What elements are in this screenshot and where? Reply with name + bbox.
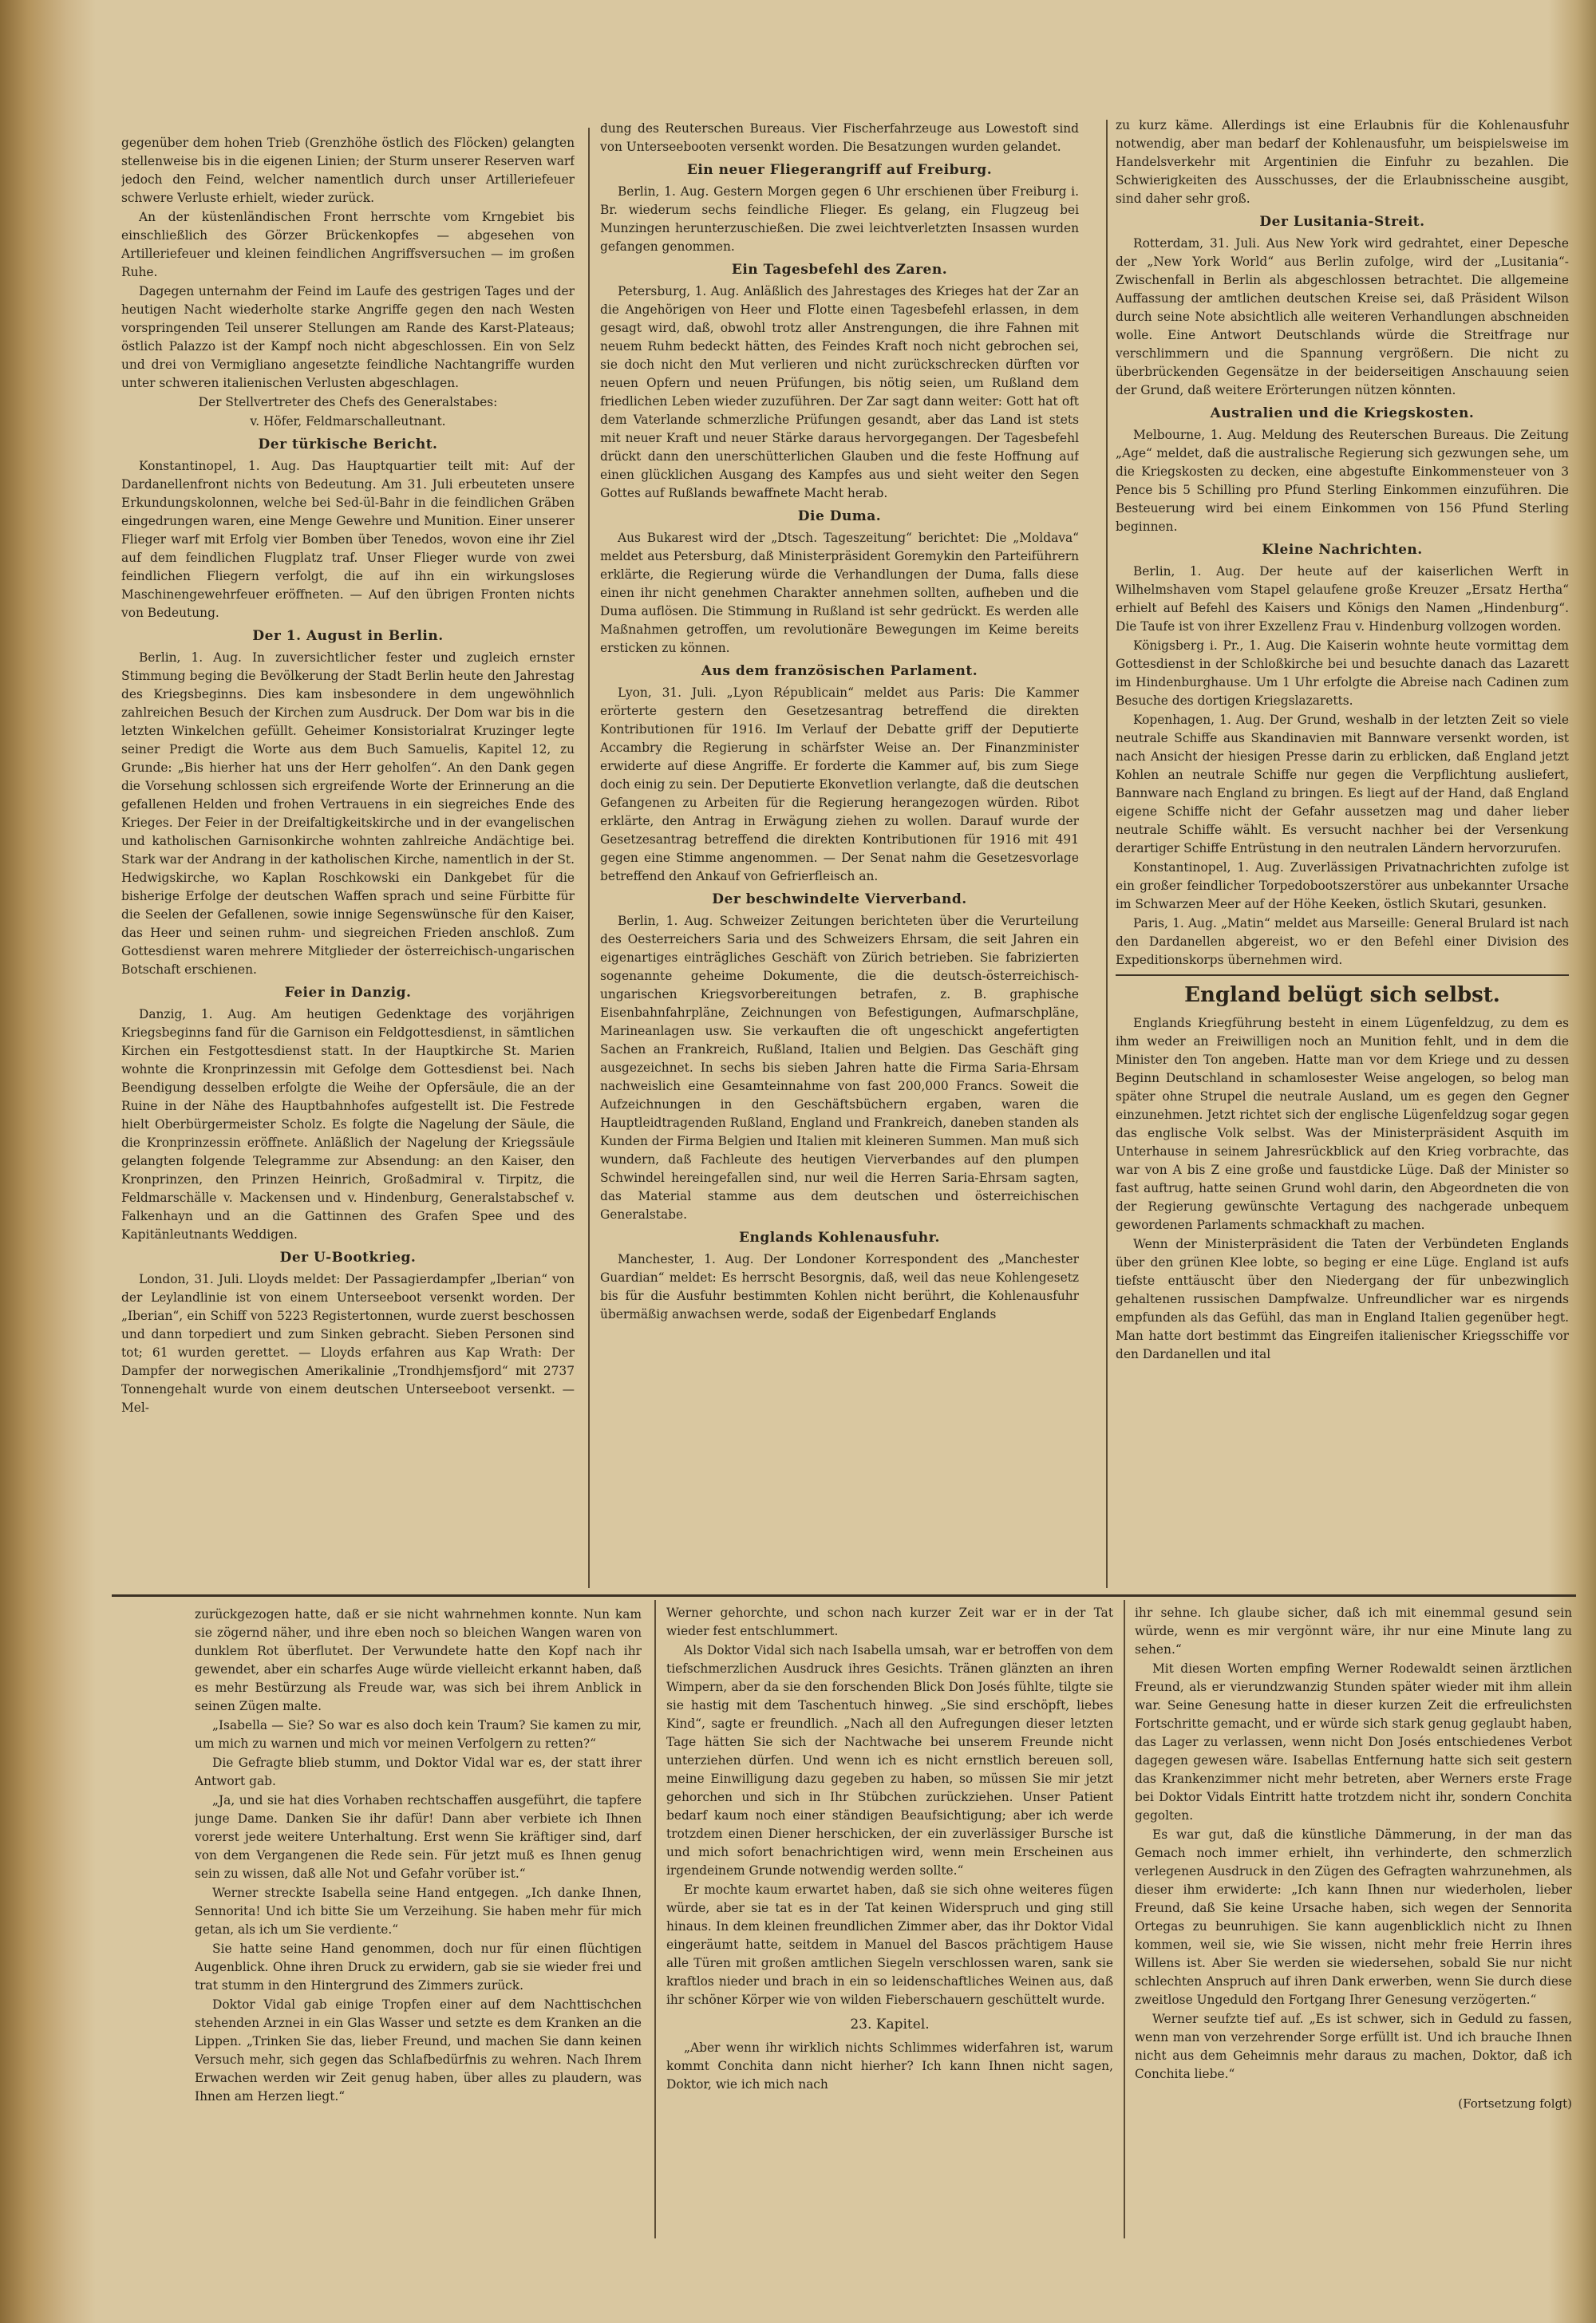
paragraph: Dagegen unternahm der Feind im Laufe des gestrigen Tages und der heutigen Nacht wiederholte starke Angriffe gegen den nach Westen vorspringenden Teil unserer Stellungen am Rande des Karst-Plateaus; östlich Palazzo ist der Kampf noch nicht abgeschlossen. Ein von Selz und drei von Vermigliano angesetzte feindliche Nachtangriffe wurden unter schweren italienischen Verlusten abgeschlagen.	[121, 284, 575, 390]
paragraph: Aus Bukarest wird der „Dtsch. Tageszeitung“ berichtet: Die „Moldava“ meldet aus Petersburg, daß Ministerpräsident Goremykin den Parteiführern erklärte, die Regierung würde die Verhandlungen der Duma, falls diese einen ihr nicht genehmen Charakter annehmen sollten, aufheben und die Duma auflösen. Die Stimmung in Rußland ist sehr gedrückt. Es werden alle Maßnahmen getroffen, um revolutionäre Bewegungen im Keime bereits ersticken zu können.	[600, 531, 1079, 655]
paragraph: Berlin, 1. Aug. Gestern Morgen gegen 6 Uhr erschienen über Freiburg i. Br. wiederum sechs feindliche Flieger. Es gelang, ein Flugzeug bei Munzingen herunterzuschießen. Die zwei leichtverletzten Insassen wurden gefangen genommen.	[600, 184, 1079, 254]
article-heading: Ein Tagesbefehl des Zaren.	[731, 262, 948, 278]
chapter-heading: 23. Kapitel.	[850, 2017, 930, 2033]
paragraph: An der küstenländischen Front herrschte vom Krngebiet bis einschließlich des Görzer Brückenkopfes — abgesehen von Artilleriefeuer und kleinen feindlichen Angriffsversuchen — im großen Ruhe.	[121, 210, 575, 279]
novel-column-3	[1135, 1604, 1572, 2242]
paragraph: Berlin, 1. Aug. Der heute auf der kaiserlichen Werft in Wilhelmshaven vom Stapel gelaufene große Kreuzer „Ersatz Hertha“ erhielt auf Befehl des Kaisers und Königs den Namen „Hindenburg“. Die Taufe ist von ihrer Exzellenz Frau v. Hindenburg vollzogen worden.	[1116, 564, 1569, 634]
paragraph: Berlin, 1. Aug. Schweizer Zeitungen berichteten über die Verurteilung des Oesterreichers Saria und des Schweizers Ehrsam, die seit Jahren ein eigenartiges einträgliches Geschäft von Zürich betrieben. Sie fabrizierten sogenannte geheime Dokumente, die die deutsch-österreichisch-ungarischen Kriegsvorbereitungen betrafen, z. B. graphische Eisenbahnfahrpläne, Zeichnungen von Befestigungen, Aufmarschpläne, Marineanlagen usw. Sie verkauften die oft ungeschickt angefertigten Sachen an Frankreich, Rußland, Italien und Belgien. Das Geschäft ging ausgezeichnet. In sechs bis sieben Jahren hatte die Firma Saria-Ehrsam nachweislich eine Gesamteinnahme von fast 200,000 Francs. Soweit die Aufzeichnungen in den Geschäftsbüchern ergaben, waren die Hauptleidtragenden Rußland, England und Frankreich, daneben standen als Kunden der Firma Belgien und Italien mit kleineren Summen. Man muß sich wundern, daß Fachleute des heutigen Vierverbandes auf den plumpen Schwindel hereingefallen sind, nur weil die Herren Saria-Ehrsam sagten, das Material stamme aus dem deutschen und österreichischen Generalstabe.	[600, 914, 1079, 1222]
article-heading: Englands Kohlenausfuhr.	[739, 1230, 940, 1246]
article-heading: Australien und die Kriegskosten.	[1210, 405, 1475, 421]
paragraph: „Isabella — Sie? So war es also doch kein Traum? Sie kamen zu mir, um mich zu warnen und mich vor meinen Verfolgern zu retten?“	[195, 1718, 642, 1751]
paragraph: Werner streckte Isabella seine Hand entgegen. „Ich danke Ihnen, Sennorita! Und ich bitte Sie um Verzeihung. Sie haben mehr für mich getan, als ich um Sie verdiente.“	[195, 1886, 642, 1937]
paragraph: London, 31. Juli. Lloyds meldet: Der Passagierdampfer „Iberian“ von der Leylandlinie ist von einem Unterseeboot versenkt worden. Der „Iberian“, ein Schiff von 5223 Registertonnen, wurde zuerst beschossen und dann torpediert und zum Sinken gebracht. Sieben Personen sind tot; 61 wurden gerettet. — Lloyds erfahren aus Kap Wrath: Der Dampfer der norwegischen Amerikalinie „Trondhjemsfjord“ mit 2737 Tonnengehalt wurde von einem deutschen Unterseeboot versenkt. — Mel-	[121, 1272, 575, 1415]
paragraph: Sie hatte seine Hand genommen, doch nur für einen flüchtigen Augenblick. Ohne ihren Druck zu erwidern, gab sie sie wieder frei und trat stumm in den Hintergrund des Zimmers zurück.	[195, 1942, 642, 1993]
novel-column-1	[195, 1606, 642, 2244]
paragraph: Werner gehorchte, und schon nach kurzer Zeit war er in der Tat wieder fest entschlummert.	[666, 1606, 1113, 1638]
paragraph: Melbourne, 1. Aug. Meldung des Reuterschen Bureaus. Die Zeitung „Age“ meldet, daß die australische Regierung sich gezwungen sehe, um die Kriegskosten zu decken, eine abgestufte Einkommensteuer von 3 Pence bis 5 Schilling pro Pfund Sterling Einkommen einzuführen. Die Besteuerung wird bei einem Einkommen von 156 Pfund Sterling beginnen.	[1116, 428, 1569, 534]
article-heading: Aus dem französischen Parlament.	[701, 663, 978, 679]
paragraph: Wenn der Ministerpräsident die Taten der Verbündeten Englands über den grünen Klee lobte, so beging er eine Lüge. England ist aufs tiefste enttäuscht über den Niedergang der für unbezwinglich gehaltenen russischen Dampfwalze. Unfreundlicher war es nirgends empfunden als das Gefühl, das man in England Italien gegenüber hegt. Man hatte dort bestimmt das Eingreifen italienischer Kriegsschiffe vor den Dardanellen und ital	[1116, 1237, 1569, 1361]
paragraph: Danzig, 1. Aug. Am heutigen Gedenktage des vorjährigen Kriegsbeginns fand für die Garnison ein Feldgottesdienst, in sämtlichen Kirchen ein Festgottesdienst statt. In der Hauptkirche St. Marien wohnte die Kronprinzessin mit Gefolge dem Gottesdienst bei. Nach Beendigung desselben erfolgte die Weihe der Opfersäule, die an der Ruine in der Nähe des Hauptbahnhofes aufgestellt ist. Die Festrede hielt Oberbürgermeister Scholz. Es folgte die Nagelung der Säule, die die Kronprinzessin eröffnete. Anläßlich der Nagelung der Kriegssäule gelangten folgende Telegramme zur Absendung: an den Kaiser, den Kronprinzen, den Prinzen Heinrich, Großadmiral v. Tirpitz, die Feldmarschälle v. Mackensen und v. Hindenburg, Generalstabschef v. Falkenhayn und an die Gattinnen des Grafen Spee und des Kapitänleutnants Weddigen.	[121, 1007, 575, 1242]
paragraph: Kopenhagen, 1. Aug. Der Grund, weshalb in der letzten Zeit so viele neutrale Schiffe aus Skandinavien mit Bannware versenkt worden, ist nach Ansicht der hiesigen Presse darin zu erblicken, daß England jetzt Kohlen an neutrale Schiffe nur gegen die Verpflichtung ausliefert, Bannware nach England zu bringen. Es liegt auf der Hand, daß England eigene Schiffe nicht der Gefahr aussetzen mag und daher lieber neutrale Schiffe wählt. Es versucht nachher bei der Versenkung derartiger Schiffe Entrüstung in den neutralen Ländern hervorzurufen.	[1116, 713, 1569, 855]
signature-line: v. Höfer, Feldmarschalleutnant.	[250, 414, 446, 429]
paragraph: Doktor Vidal gab einige Tropfen einer auf dem Nachttischchen stehenden Arznei in ein Glas Wasser und setzte es dem Kranken an die Lippen. „Trinken Sie das, lieber Freund, und machen Sie dann keinen Versuch mehr, sich gegen das Schlafbedürfnis zu wehren. Nach Ihrem Erwachen werden wir Zeit genug haben, über alles zu plaudern, was Ihnen am Herzen liegt.“	[195, 1997, 642, 2104]
news-column-3	[1116, 117, 1569, 1588]
paragraph: „Aber wenn ihr wirklich nichts Schlimmes widerfahren ist, warum kommt Conchita dann nicht hierher? Ich kann Ihnen nicht sagen, Doktor, wie ich mich nach	[666, 2041, 1113, 2092]
paragraph: Mit diesen Worten empfing Werner Rodewaldt seinen ärztlichen Freund, als er vierundzwanzig Stunden später wieder mit ihm allein war. Seine Genesung hatte in dieser kurzen Zeit die erfreulichsten Fortschritte gemacht, und er würde sich stark genug geglaubt haben, das Lager zu verlassen, wenn nicht Don Josés entschiedenes Verbot dagegen gewesen wäre. Isabellas Entfernung hatte sich seit gestern das Krankenzimmer nicht mehr betreten, aber Werners erste Frage bei Doktor Vidals Eintritt hatte trotzdem nicht ihr, sondern Conchita gegolten.	[1135, 1661, 1572, 1823]
article-heading: Der Lusitania-Streit.	[1259, 214, 1425, 230]
paragraph: Konstantinopel, 1. Aug. Zuverlässigen Privatnachrichten zufolge ist ein großer feindlicher Torpedobootszerstörer aus unbekannter Ursache im Schwarzen Meer auf der Höhe Keeken, östlich Skutari, gesunken.	[1116, 860, 1569, 911]
continuation-note: (Fortsetzung folgt)	[1458, 2096, 1572, 2111]
article-heading: Der türkische Bericht.	[258, 437, 438, 452]
article-heading: Der 1. August in Berlin.	[252, 628, 444, 644]
paragraph: Die Gefragte blieb stumm, und Doktor Vidal war es, der statt ihrer Antwort gab.	[195, 1756, 642, 1788]
paragraph: Konstantinopel, 1. Aug. Das Hauptquartier teilt mit: Auf der Dardanellenfront nichts von Bedeutung. Am 31. Juli erbeuteten unsere Erkundungskolonnen, welche bei Sed-ül-Bahr in die feindlichen Gräben eingedrungen waren, eine Menge Gewehre und Munition. Einer unserer Flieger warf mit Erfolg vier Bomben über Tenedos, wovon eine ihr Ziel auf dem feindlichen Flugplatz traf. Unser Flieger wurde von zwei feindlichen Fliegern verfolgt, die auf ihn ein wirkungsloses Maschinengewehrfeuer eröffneten. — Auf den übrigen Fronten nichts von Bedeutung.	[121, 459, 575, 620]
column-rule	[1124, 1600, 1125, 2238]
paragraph: Englands Kriegführung besteht in einem Lügenfeldzug, zu dem es ihm weder an Freiwilligen noch an Munition fehlt, und in dem die Minister den Ton angeben. Hatte man vor dem Kriege und zu dessen Beginn Deutschland in schamlosester Weise angelogen, so belog man später ohne Strupel die neutrale Ausland, um es gegen den Gegner einzunehmen. Jetzt richtet sich der englische Lügenfeldzug sogar gegen das englische Volk selbst. Was der Ministerpräsident Asquith im Unterhause in seinem Jahresrückblick auf den Krieg vorbrachte, das war von A bis Z eine große und faustdicke Lüge. Daß der Minister so fast auftrug, hatte seinen Grund wohl darin, den Abgeordneten die von der Regierung gewünschte Vertagung des nachgerade unbequem gewordenen Parlaments schmackhaft zu machen.	[1116, 1016, 1569, 1232]
paragraph: ihr sehne. Ich glaube sicher, daß ich mit einemmal gesund sein würde, wenn es mir vergönnt wäre, ihr nur eine Minute lang zu sehen.“	[1135, 1606, 1572, 1657]
signature-line: Der Stellvertreter des Chefs des Generalstabes:	[198, 395, 498, 409]
novel-column-2	[666, 1604, 1113, 2242]
paragraph: zurückgezogen hatte, daß er sie nicht wahrnehmen konnte. Nun kam sie zögernd näher, und ihre eben noch so bleichen Wangen waren von dunklem Rot überflutet. Der Verwundete hatte den Kopf nach ihr gewendet, aber ein scharfes Auge würde vielleicht erkannt haben, daß es mehr Bestürzung als Freude war, was sich bei ihrem Anblick in seinen Zügen malte.	[195, 1607, 642, 1713]
paragraph: „Ja, und sie hat dies Vorhaben rechtschaffen ausgeführt, die tapfere junge Dame. Danken Sie ihr dafür! Dann aber verbiete ich Ihnen vorerst jede weitere Unterhaltung. Erst wenn Sie kräftiger sind, darf von dem Vergangenen die Rede sein. Für jetzt muß es Ihnen genug sein zu wissen, daß alle Not und Gefahr vorüber ist.“	[195, 1793, 642, 1881]
article-heading: Die Duma.	[797, 508, 882, 524]
article-heading: Ein neuer Fliegerangriff auf Freiburg.	[686, 162, 993, 178]
article-heading: Der U-Bootkrieg.	[279, 1250, 417, 1266]
column-rule	[654, 1600, 656, 2238]
paragraph: Als Doktor Vidal sich nach Isabella umsah, war er betroffen von dem tiefschmerzlichen Ausdruck ihres Gesichts. Tränen glänzten an ihren Wimpern, aber da sie den forschenden Blick Don Josés fühlte, tilgte sie sie hastig mit dem Taschentuch hinweg. „Sie sind erschöpft, liebes Kind“, sagte er freundlich. „Nach all den Aufregungen dieser letzten Tage hätten Sie sich der Nachtwache bei unserem Freunde nicht unterziehen dürfen. Und wenn ich es nicht ernstlich bereuen soll, meine Einwilligung dazu gegeben zu haben, so müssen Sie mir jetzt gehorchen und sich in Ihr Stübchen zurückziehen. Unser Patient bedarf kaum noch einer ständigen Beaufsichtigung; aber ich werde trotzdem einen Diener herschicken, der ein zuverlässiger Bursche ist und mich sofort benachrichtigen wird, wenn mein Erscheinen aus irgendeinem Grunde notwendig werden sollte.“	[666, 1643, 1113, 1878]
paragraph: Er mochte kaum erwartet haben, daß sie sich ohne weiteres fügen würde, aber sie tat es in der Tat keinen Widerspruch und ging still hinaus. In dem kleinen freundlichen Zimmer aber, das ihr Doktor Vidal eingeräumt hatte, seitdem in Manuel del Bascos prächtigem Hause alle Türen mit großen amtlichen Siegeln verschlossen waren, sank sie kraftlos nieder und brach in ein so leidenschaftliches Weinen aus, daß ihr schöner Körper wie von wilden Fieberschauern geschüttelt wurde.	[666, 1882, 1113, 2007]
paragraph: Es war gut, daß die künstliche Dämmerung, in der man das Gemach noch immer erhielt, ihn verhinderte, den schmerzlich verlegenen Ausdruck in den Zügen des Gefragten wahrzunehmen, als dieser ihm erwiderte: „Ich kann Ihnen nur wiederholen, lieber Freund, daß Sie keine Ursache haben, sich wegen der Sennorita Ortegas zu beunruhigen. Sie kann augenblicklich nicht zu Ihnen kommen, weil sie, wie Sie wissen, nicht mehr freie Herrin ihres Willens ist. Aber Sie werden sie wiedersehen, sobald Sie nur nicht schlechten Anspruch auf ihren Dank erwerben, wenn Sie durch diese zweitlose Ungeduld den Fortgang Ihrer Genesung verzögerten.“	[1135, 1827, 1572, 2007]
paragraph: Königsberg i. Pr., 1. Aug. Die Kaiserin wohnte heute vormittag dem Gottesdienst in der Schloßkirche bei und besuchte danach das Lazarett im Hindenburghause. Um 1 Uhr erfolgte die Abreise nach Cadinen zum Besuche des dortigen Kriegslazaretts.	[1116, 638, 1569, 708]
column-rule	[1106, 120, 1108, 1588]
paragraph: Rotterdam, 31. Juli. Aus New York wird gedrahtet, einer Depesche der „New York World“ aus Berlin zufolge, wird der „Lusitania“-Zwischenfall in Berlin als abgeschlossen betrachtet. Die allgemeine Auffassung der amtlichen deutschen Kreise sei, daß Präsident Wilson durch seine Note absichtlich alle weiteren Verhandlungen abschneiden wolle. Eine Antwort Deutschlands würde die Streitfrage nur verschlimmern und die Spannung vergrößern. Die nicht zu überbrückenden Gegensätze in der beiderseitigen Anschauung seien der Grund, daß weitere Erörterungen nützen könnten.	[1116, 236, 1569, 397]
article-heading: Feier in Danzig.	[284, 985, 412, 1001]
paragraph: Lyon, 31. Juli. „Lyon Républicain“ meldet aus Paris: Die Kammer erörterte gestern den Gesetzesantrag betreffend die direkten Kontributionen für 1916. Im Verlauf der Debatte griff der Deputierte Accambry die Regierung in schärfster Weise an. Der Finanzminister erwiderte auf diese Angriffe. Er forderte die Kammer auf, bis zum Siege doch einig zu sein. Der Deputierte Ekonvetlion verlangte, daß die deutschen Gefangenen zu Arbeiten für die Regierung herangezogen würden. Ribot erklärte, den Antrag in Erwägung ziehen zu wollen. Darauf wurde der Gesetzesantrag betreffend die direkten Kontributionen für 1916 mit 491 gegen eine Stimme angenommen. — Der Senat nahm die Gesetzesvorlage betreffend den Ankauf von Gefrierfleisch an.	[600, 685, 1079, 883]
paragraph: dung des Reuterschen Bureaus. Vier Fischerfahrzeuge aus Lowestoft sind von Unterseebooten versenkt worden. Die Besatzungen wurden gelandet.	[600, 121, 1079, 154]
feuilleton-divider	[112, 1594, 1576, 1597]
column-rule	[588, 128, 590, 1588]
article-heading: Der beschwindelte Vierverband.	[712, 891, 967, 907]
paragraph: gegenüber dem hohen Trieb (Grenzhöhe östlich des Flöcken) gelangten stellenweise bis in die eigenen Linien; der Sturm unserer Reserven warf jedoch den Feind, welcher namentlich durch unser Artilleriefeuer schwere Verluste erhielt, wieder zurück.	[121, 136, 575, 205]
paragraph: Berlin, 1. Aug. In zuversichtlicher fester und zugleich ernster Stimmung beging die Bevölkerung der Stadt Berlin heute den Jahrestag des Kriegsbeginns. Dies kam insbesondere in dem ungewöhnlich zahlreichen Besuch der Kirchen zum Ausdruck. Der Dom war bis in die letzten Winkelchen gefüllt. Geheimer Konsistorialrat Kruzinger legte seiner Predigt die Worte aus dem Buch Samuelis, Kapitel 12, zu Grunde: „Bis hierher hat uns der Herr geholfen“. An den Dank gegen die Vorsehung schlossen sich ergreifende Worte der Erinnerung an die gefallenen Helden und frohen Vertrauens in ein siegreiches Ende des Krieges. Der Feier in der Dreifaltigkeitskirche und in der evangelischen und katholischen Garnisonkirche wohnten zahlreiche Andächtige bei. Stark war der Andrang in der katholischen Kirche, namentlich in der St. Hedwigskirche, wo Kaplan Roschkowski ein Dankgebet für die bisherige Erfolge der deutschen Waffen sprach und seine Fürbitte für die Seelen der Gefallenen, sowie innige Segenswünsche für den Kaiser, das Heer und seinen ruhm- und siegreichen Frieden anschloß. Zum Gottesdienst waren mehrere Mitglieder der österreichisch-ungarischen Botschaft erschienen.	[121, 650, 575, 977]
news-column-2	[600, 120, 1079, 1588]
news-column-1	[121, 134, 575, 1586]
paragraph: Paris, 1. Aug. „Matin“ meldet aus Marseille: General Brulard ist nach den Dardanellen abgereist, wo er den Befehl einer Division des Expeditionskorps übernehmen wird.	[1116, 916, 1569, 967]
paragraph: Werner seufzte tief auf. „Es ist schwer, sich in Geduld zu fassen, wenn man von verzehrender Sorge erfüllt ist. Und ich brauche Ihnen nicht aus dem Geheimnis mehr daraus zu machen, Doktor, daß ich Conchita liebe.“	[1135, 2012, 1572, 2081]
paragraph: Manchester, 1. Aug. Der Londoner Korrespondent des „Manchester Guardian“ meldet: Es herrscht Besorgnis, daß, weil das neue Kohlengesetz bis für die Ausfuhr bestimmten Kohlen nicht berührt, die Kohlenausfuhr übermäßig anwachsen werde, sodaß der Eigenbedarf Englands	[600, 1252, 1079, 1322]
article-heading: Kleine Nachrichten.	[1262, 542, 1423, 558]
editorial-title: England belügt sich selbst.	[1116, 974, 1569, 1008]
book-spine-shadow	[0, 0, 96, 2323]
paragraph: zu kurz käme. Allerdings ist eine Erlaubnis für die Kohlenausfuhr notwendig, aber man bedarf der Kohlenausfuhr, um beispielsweise im Handelsverkehr mit Argentinien die Einfuhr zu bezahlen. Die Schwierigkeiten des Ausschusses, der die Erlaubnisscheine ausgibt, sind daher sehr groß.	[1116, 118, 1569, 206]
paragraph: Petersburg, 1. Aug. Anläßlich des Jahrestages des Krieges hat der Zar an die Angehörigen von Heer und Flotte einen Tagesbefehl erlassen, in dem gesagt wird, daß, obwohl trotz aller Anstrengungen, die ihre Fahnen mit neuem Ruhm bedeckt hätten, des Feindes Kraft noch nicht gebrochen sei, sie doch nicht den Mut verlieren und nicht zurückschrecken dürften vor neuen Opfern und neuen Prüfungen, bis nötig seien, um Rußland dem friedlichen Leben wieder zuzuführen. Der Zar sagt dann weiter: Gott hat oft dem Vaterlande schmerzliche Prüfungen gesandt, aber das Land ist stets mit neuer Kraft und neuer Stärke daraus hervorgegangen. Der Tagesbefehl drückt dann den unerschütterlichen Glauben und die feste Hoffnung auf einen glücklichen Ausgang des Kampfes aus und sieht weiter den Segen Gottes auf Rußlands bewaffnete Macht herab.	[600, 284, 1079, 500]
